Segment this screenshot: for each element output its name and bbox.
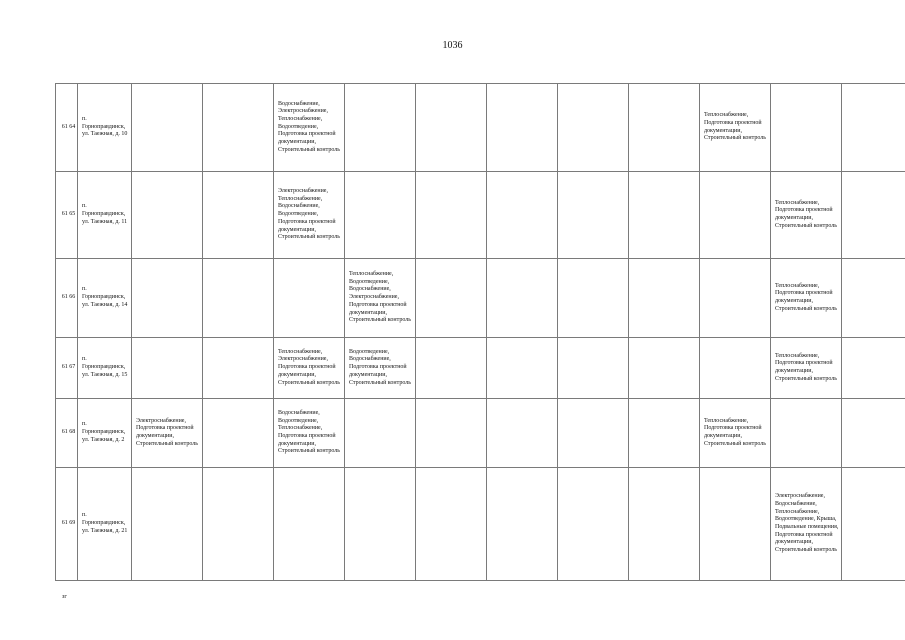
work-cell: Теплоснабжение, Подготовка проектной документации, Строительный контроль xyxy=(771,172,842,259)
row-number: 61 64 xyxy=(56,84,78,172)
work-cell xyxy=(132,84,203,172)
work-cell xyxy=(345,172,416,259)
row-number: 61 67 xyxy=(56,338,78,399)
work-cell xyxy=(842,259,905,338)
work-cell xyxy=(629,468,700,581)
row-number: 61 68 xyxy=(56,399,78,468)
work-cell xyxy=(700,172,771,259)
work-cell xyxy=(416,259,487,338)
work-cell xyxy=(416,468,487,581)
table-body xyxy=(56,84,905,581)
work-cell xyxy=(132,338,203,399)
work-cell xyxy=(700,259,771,338)
work-cell: Водоснабжение, Водоотведение, Теплоснабжение, Подготовка проектной документации, Строительный контроль xyxy=(274,399,345,468)
work-cell: Теплоснабжение, Водоотведение, Водоснабжение, Электроснабжение, Подготовка проектной документации, Строительный контроль xyxy=(345,259,416,338)
work-cell: Теплоснабжение, Подготовка проектной документации, Строительный контроль xyxy=(771,259,842,338)
work-cell xyxy=(203,399,274,468)
row-address: п. Горноправдинск, ул. Таежная, д. 14 xyxy=(78,259,132,338)
work-cell xyxy=(700,468,771,581)
table-row xyxy=(56,338,905,399)
work-cell xyxy=(345,84,416,172)
footer-mark: зг xyxy=(62,594,67,600)
work-cell xyxy=(132,172,203,259)
row-address: п. Горноправдинск, ул. Таежная, д. 2 xyxy=(78,399,132,468)
work-cell xyxy=(345,399,416,468)
work-cell xyxy=(771,399,842,468)
work-cell: Водоотведение, Водоснабжение, Подготовка проектной документации, Строительный контроль xyxy=(345,338,416,399)
row-address: п. Горноправдинск, ул. Таежная, д. 15 xyxy=(78,338,132,399)
work-cell: Электроснабжение, Водоснабжение, Теплоснабжение, Водоотведение, Крыша, Подвальные помещения, Подготовка проектной документации, Строительный контроль xyxy=(771,468,842,581)
work-cell xyxy=(629,259,700,338)
work-cell xyxy=(558,172,629,259)
work-cell: Водоснабжение, Электроснабжение, Теплоснабжение, Водоотведение, Подготовка проектной документации, Строительный контроль xyxy=(274,84,345,172)
work-cell: Электроснабжение, Теплоснабжение, Водоснабжение, Водоотведение, Подготовка проектной документации, Строительный контроль xyxy=(274,172,345,259)
work-cell xyxy=(203,338,274,399)
work-cell: Теплоснабжение, Подготовка проектной документации, Строительный контроль xyxy=(771,338,842,399)
work-cell xyxy=(842,468,905,581)
work-cell xyxy=(274,468,345,581)
work-cell xyxy=(558,468,629,581)
work-cell xyxy=(274,259,345,338)
table-row xyxy=(56,172,905,259)
work-cell xyxy=(842,338,905,399)
table-row xyxy=(56,399,905,468)
work-cell xyxy=(203,259,274,338)
work-cell xyxy=(416,172,487,259)
row-number: 61 66 xyxy=(56,259,78,338)
work-cell xyxy=(771,84,842,172)
work-cell xyxy=(629,338,700,399)
work-cell xyxy=(558,259,629,338)
work-cell xyxy=(700,338,771,399)
work-cell xyxy=(487,84,558,172)
work-cell xyxy=(842,399,905,468)
row-address: п. Горноправдинск, ул. Таежная, д. 21 xyxy=(78,468,132,581)
page-number: 1036 xyxy=(442,40,463,51)
work-cell xyxy=(416,399,487,468)
work-cell xyxy=(558,338,629,399)
work-cell: Электроснабжение, Подготовка проектной документации, Строительный контроль xyxy=(132,399,203,468)
work-cell xyxy=(132,468,203,581)
work-cell xyxy=(629,172,700,259)
work-cell xyxy=(487,338,558,399)
work-cell xyxy=(345,468,416,581)
work-cell xyxy=(487,172,558,259)
work-cell xyxy=(629,399,700,468)
work-cell xyxy=(487,259,558,338)
work-cell xyxy=(203,468,274,581)
work-cell xyxy=(558,84,629,172)
table-row xyxy=(56,259,905,338)
row-number: 61 65 xyxy=(56,172,78,259)
table-row xyxy=(56,468,905,581)
row-address: п. Горноправдинск, ул. Таежная, д. 10 xyxy=(78,84,132,172)
work-cell xyxy=(487,399,558,468)
work-cell xyxy=(842,84,905,172)
work-cell xyxy=(487,468,558,581)
work-cell xyxy=(629,84,700,172)
work-cell xyxy=(416,338,487,399)
table-row xyxy=(56,84,905,172)
work-cell xyxy=(558,399,629,468)
row-address: п. Горноправдинск, ул. Таежная, д. 11 xyxy=(78,172,132,259)
work-cell xyxy=(203,172,274,259)
work-cell xyxy=(203,84,274,172)
works-table xyxy=(55,83,905,581)
row-number: 61 69 xyxy=(56,468,78,581)
work-cell: Теплоснабжение, Подготовка проектной документации, Строительный контроль xyxy=(700,399,771,468)
work-cell xyxy=(842,172,905,259)
work-cell xyxy=(132,259,203,338)
work-cell: Теплоснабжение, Подготовка проектной документации, Строительный контроль xyxy=(700,84,771,172)
work-cell xyxy=(416,84,487,172)
work-cell: Теплоснабжение, Электроснабжение, Подготовка проектной документации, Строительный контроль xyxy=(274,338,345,399)
